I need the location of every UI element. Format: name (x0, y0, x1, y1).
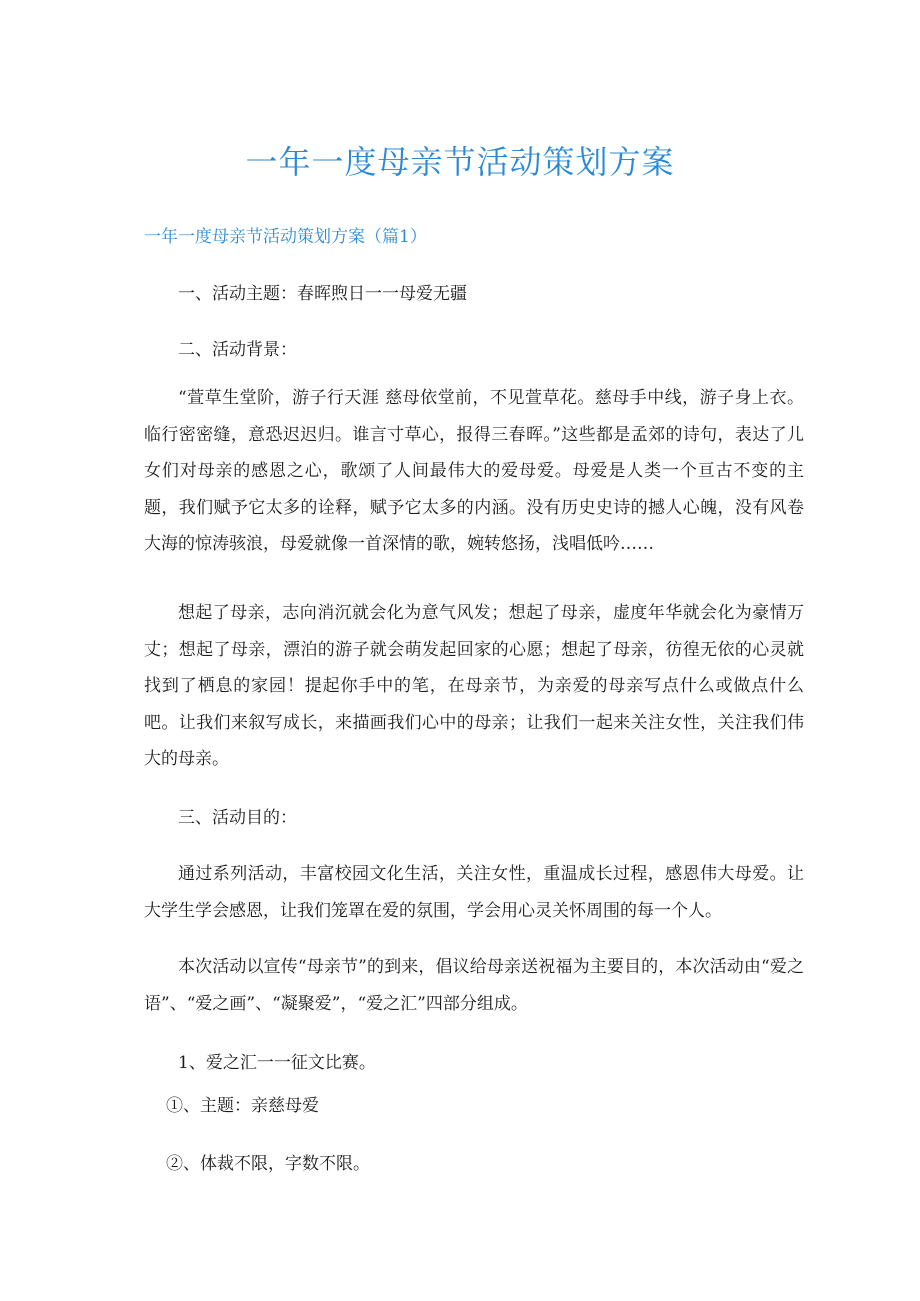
list-item-genre: ②、体裁不限，字数不限。 (166, 1154, 370, 1174)
paragraph-purpose-body: 通过系列活动，丰富校园文化生活，关注女性，重温成长过程，感恩伟大母爱。让大学生学会感恩，让我们笼罩在爱的氛围，学会用心灵关怀周围的每一个人。 (144, 864, 804, 921)
paragraph-purpose-heading: 三、活动目的： (178, 808, 297, 828)
section-heading: 一年一度母亲节活动策划方案（篇1） (144, 227, 427, 247)
paragraph-theme: 一、活动主题：春晖煦日一一母爱无疆 (178, 284, 467, 304)
list-item-essay-contest: 1、爱之汇一一征文比赛。 (178, 1053, 376, 1073)
paragraph-thinking-of-mother: 想起了母亲，志向消沉就会化为意气风发；想起了母亲，虚度年华就会化为豪情万丈；想起了母亲，漂泊的游子就会萌发起回家的心愿；想起了母亲，彷徨无依的心灵就找到了栖息的家园！提起你手中的笔，在母亲节，为亲爱的母亲写点什么或做点什么吧。让我们来叙写成长，来描画我们心中的母亲；让我们一起来关注女性，关注我们伟大的母亲。 (144, 603, 804, 769)
paragraph-background-body: “萱草生堂阶，游子行天涯 慈母依堂前，不见萱草花。慈母手中线，游子身上衣。临行密密缝，意恐迟迟归。谁言寸草心，报得三春晖。”这些都是孟郊的诗句，表达了儿女们对母亲的感恩之心，歌颂了人间最伟大的爱母爱。母爱是人类一个亘古不变的主题，我们赋予它太多的诠释，赋予它太多的内涵。没有历史史诗的撼人心魄，没有风卷大海的惊涛骇浪，母爱就像一首深情的歌，婉转悠扬，浅唱低吟…… (144, 388, 804, 554)
document-title: 一年一度母亲节活动策划方案 (245, 143, 675, 181)
paragraph-activity-composition: 本次活动以宣传“母亲节”的到来，倡议给母亲送祝福为主要目的，本次活动由“爱之语”、“爱之画”、“凝聚爱”，“爱之汇”四部分组成。 (144, 957, 804, 1014)
paragraph-background-heading: 二、活动背景： (178, 340, 297, 360)
list-item-theme: ①、主题：亲慈母爱 (166, 1096, 319, 1116)
